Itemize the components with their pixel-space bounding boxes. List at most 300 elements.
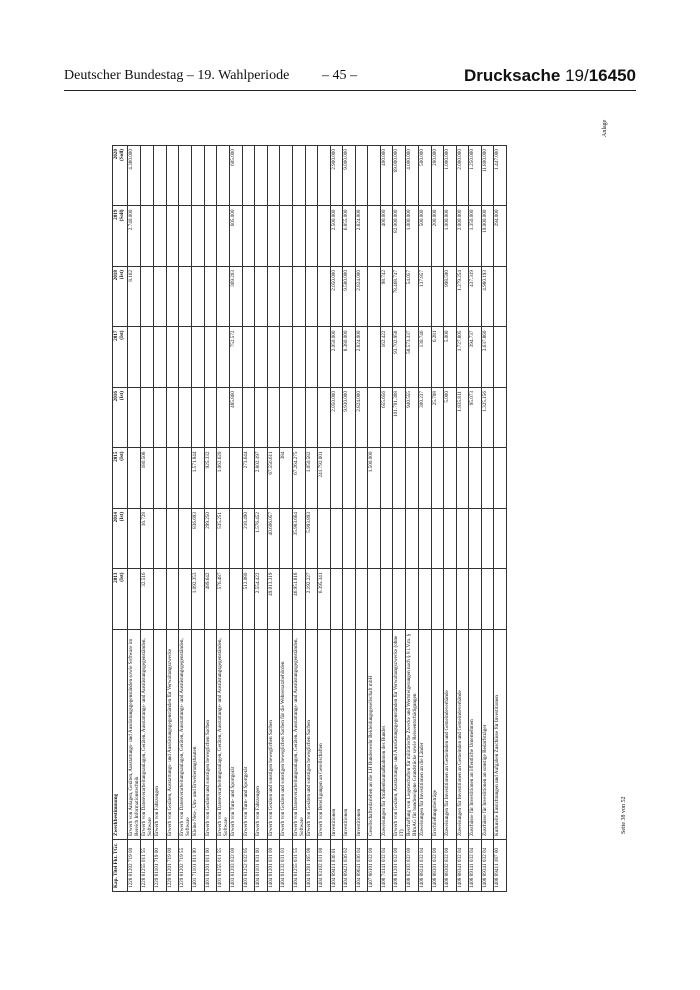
cell-amount bbox=[355, 146, 368, 207]
cell-amount bbox=[368, 146, 381, 207]
cell-zweckbestimmung: Zuweisungen für Straßenbaumaßnahmen des Bundes bbox=[380, 630, 393, 840]
cell-kapitel-titel: 1408 81201 032 00 bbox=[393, 840, 406, 892]
cell-kapitel-titel: 1404 81255 031 55 bbox=[292, 840, 305, 892]
cell-amount: 180.508 bbox=[141, 448, 154, 509]
cell-amount: 1.325.156 bbox=[481, 388, 494, 449]
cell-amount bbox=[255, 146, 268, 207]
cell-amount: 32.516 bbox=[141, 569, 154, 630]
cell-amount: 6.855.000 bbox=[343, 206, 356, 267]
table-row bbox=[280, 146, 293, 892]
table-row bbox=[355, 146, 368, 892]
cell-amount: 655.656 bbox=[380, 388, 393, 449]
cell-kapitel-titel: 1408 88241 032 04 bbox=[419, 840, 432, 892]
cell-amount bbox=[141, 388, 154, 449]
cell-amount bbox=[128, 327, 141, 388]
cell-amount bbox=[305, 327, 318, 388]
table-row bbox=[393, 146, 406, 892]
cell-amount: 2.050.000 bbox=[330, 388, 343, 449]
table-row bbox=[267, 146, 280, 892]
cell-amount: 49.013.319 bbox=[267, 569, 280, 630]
column-header: 2013 (Ist) bbox=[113, 569, 128, 630]
cell-zweckbestimmung: Zuweisungen für Investitionen an Gemeinden und Gemeindeverbände bbox=[456, 630, 469, 840]
cell-amount: 54.057 bbox=[406, 267, 419, 328]
cell-amount bbox=[456, 448, 469, 509]
cell-amount: 1.500.000 bbox=[368, 448, 381, 509]
document-number-suffix: 16450 bbox=[588, 66, 636, 85]
column-header: 2019 (Soll) bbox=[113, 206, 128, 267]
header-rule bbox=[64, 90, 636, 91]
document-number-label: Drucksache bbox=[463, 66, 561, 85]
column-header: Zweckbestimmung bbox=[113, 630, 128, 840]
cell-amount: 294.000 bbox=[494, 206, 507, 267]
cell-amount: 1.576.452 bbox=[255, 509, 268, 570]
cell-amount: 2.824.000 bbox=[355, 206, 368, 267]
cell-amount bbox=[292, 327, 305, 388]
cell-zweckbestimmung: Erwerb von Datenverarbeitungsanlagen, Geräten, Ausstattungs- und Ausrüstungsgegenständen, Software bbox=[217, 630, 230, 840]
cell-amount: 535.251 bbox=[217, 509, 230, 570]
cell-amount: 1.279.254 bbox=[456, 267, 469, 328]
cell-amount: 46.951.818 bbox=[292, 569, 305, 630]
cell-zweckbestimmung: Erwerb von Datenverarbeitungsanlagen, Geräten, Ausstattungs- und Ausrüstungsgegenständen, Software bbox=[292, 630, 305, 840]
cell-amount: 1.447.000 bbox=[494, 146, 507, 207]
cell-amount: 16.728 bbox=[141, 509, 154, 570]
cell-kapitel-titel: 1228 81255 011 55 bbox=[141, 840, 154, 892]
cell-amount: 35.983.664 bbox=[292, 509, 305, 570]
cell-amount bbox=[141, 206, 154, 267]
column-header: 2015 (Ist) bbox=[113, 448, 128, 509]
cell-zweckbestimmung: Kleine Neu-, Um- und Erweiterungsbauten bbox=[192, 630, 205, 840]
investment-table-rotated bbox=[112, 146, 632, 892]
cell-amount: 78.468.747 bbox=[393, 267, 406, 328]
cell-amount: 4.380.000 bbox=[128, 146, 141, 207]
cell-amount: 836.693 bbox=[192, 509, 205, 570]
cell-amount: 1.250.000 bbox=[469, 146, 482, 207]
cell-amount: 2.824.000 bbox=[355, 388, 368, 449]
cell-amount bbox=[128, 509, 141, 570]
cell-amount bbox=[305, 267, 318, 328]
cell-amount bbox=[419, 448, 432, 509]
cell-amount bbox=[242, 327, 255, 388]
cell-amount bbox=[494, 448, 507, 509]
table-body bbox=[128, 146, 507, 892]
cell-amount: 5.000 bbox=[444, 327, 457, 388]
table-row bbox=[406, 146, 419, 892]
cell-amount bbox=[255, 327, 268, 388]
cell-amount bbox=[456, 509, 469, 570]
cell-amount bbox=[242, 388, 255, 449]
cell-amount bbox=[280, 327, 293, 388]
cell-amount bbox=[494, 327, 507, 388]
cell-kapitel-titel: 1229 81101 719 00 bbox=[154, 840, 167, 892]
cell-amount bbox=[444, 569, 457, 630]
cell-amount bbox=[166, 569, 179, 630]
cell-zweckbestimmung: Erwerb von Geräten und sonstigen beweglichen Sachen bbox=[204, 630, 217, 840]
cell-kapitel-titel: 1401 81201 011 00 bbox=[204, 840, 217, 892]
cell-amount bbox=[318, 146, 331, 207]
cell-amount bbox=[406, 448, 419, 509]
document-number-value bbox=[565, 66, 636, 85]
cell-amount: 95.073 bbox=[469, 388, 482, 449]
cell-amount: 4.000.000 bbox=[406, 146, 419, 207]
column-header: 2016 (Ist) bbox=[113, 388, 128, 449]
cell-amount: 11.800.000 bbox=[481, 146, 494, 207]
cell-amount bbox=[469, 509, 482, 570]
cell-amount bbox=[128, 569, 141, 630]
cell-amount bbox=[318, 509, 331, 570]
investment-table bbox=[112, 145, 507, 892]
cell-amount: 1.092.353 bbox=[192, 569, 205, 630]
cell-amount: 2.554.422 bbox=[255, 569, 268, 630]
cell-kapitel-titel: 1408 74141 032 04 bbox=[380, 840, 393, 892]
cell-zweckbestimmung: Erwerb von Geräten und sonstigen beweglichen Sachen bbox=[267, 630, 280, 840]
table-row bbox=[368, 146, 381, 892]
cell-amount: 1.350.000 bbox=[469, 206, 482, 267]
cell-amount: 5.000 bbox=[444, 388, 457, 449]
cell-zweckbestimmung: Erwerb von Fahrzeugen bbox=[154, 630, 167, 840]
cell-amount bbox=[494, 267, 507, 328]
cell-amount: 500.000 bbox=[419, 146, 432, 207]
cell-amount bbox=[230, 509, 243, 570]
table-row bbox=[469, 146, 482, 892]
cell-amount: 273.644 bbox=[242, 448, 255, 509]
cell-amount bbox=[192, 327, 205, 388]
cell-amount bbox=[242, 206, 255, 267]
cell-amount bbox=[355, 509, 368, 570]
cell-amount: 241.792.001 bbox=[318, 448, 331, 509]
page-header bbox=[64, 68, 636, 90]
cell-amount bbox=[355, 569, 368, 630]
cell-amount bbox=[166, 388, 179, 449]
cell-amount: 940.555 bbox=[406, 388, 419, 449]
cell-kapitel-titel: 1404 81281 165 08 bbox=[305, 840, 318, 892]
cell-amount: 2.824.000 bbox=[355, 267, 368, 328]
cell-kapitel-titel: 1404 89411 036 01 bbox=[330, 840, 343, 892]
table-row bbox=[242, 146, 255, 892]
cell-amount bbox=[456, 569, 469, 630]
cell-amount bbox=[217, 146, 230, 207]
cell-amount: 400.000 bbox=[380, 146, 393, 207]
cell-amount bbox=[343, 569, 356, 630]
cell-amount: 2.824.000 bbox=[355, 327, 368, 388]
cell-amount bbox=[280, 206, 293, 267]
table-row bbox=[305, 146, 318, 892]
cell-amount bbox=[330, 569, 343, 630]
cell-amount bbox=[179, 509, 192, 570]
table-row bbox=[494, 146, 507, 892]
cell-amount bbox=[393, 448, 406, 509]
cell-amount bbox=[444, 448, 457, 509]
table-row bbox=[318, 146, 331, 892]
cell-amount: 1.835.811 bbox=[456, 388, 469, 449]
cell-amount bbox=[494, 509, 507, 570]
cell-amount bbox=[192, 146, 205, 207]
cell-kapitel-titel: 1407 86101 032 00 bbox=[368, 840, 381, 892]
cell-amount bbox=[166, 448, 179, 509]
document-number bbox=[464, 66, 636, 86]
cell-amount bbox=[192, 267, 205, 328]
cell-zweckbestimmung: Erwerb von Turn- und Sportgerät bbox=[230, 630, 243, 840]
cell-amount bbox=[481, 448, 494, 509]
table-row bbox=[204, 146, 217, 892]
cell-amount bbox=[469, 448, 482, 509]
cell-amount bbox=[217, 267, 230, 328]
cell-zweckbestimmung: Zuschüsse für Investitionen an öffentliche Unternehmen bbox=[469, 630, 482, 840]
cell-amount: 1.571.844 bbox=[192, 448, 205, 509]
cell-zweckbestimmung: Investitionen bbox=[343, 630, 356, 840]
cell-amount bbox=[380, 569, 393, 630]
table-row bbox=[481, 146, 494, 892]
cell-amount: 67.556.611 bbox=[267, 448, 280, 509]
table-row bbox=[230, 146, 243, 892]
cell-amount: 9.580.000 bbox=[343, 267, 356, 328]
cell-amount bbox=[380, 509, 393, 570]
cell-kapitel-titel: 1408 89341 032 04 bbox=[481, 840, 494, 892]
cell-amount: 2.500.000 bbox=[330, 206, 343, 267]
cell-zweckbestimmung: Erwerb von Geräten, Ausstattungs- und Ausrüstungsgegenständen für Verwaltungszwecke (ohne IT) bbox=[393, 630, 406, 840]
cell-amount bbox=[368, 206, 381, 267]
cell-amount: 82.000.000 bbox=[393, 206, 406, 267]
cell-zweckbestimmung: Kulturelle Einrichtungen und Aufgaben Zuschüsse für Investitionen bbox=[494, 630, 507, 840]
cell-amount bbox=[230, 569, 243, 630]
column-header: Kap. Titel Fkt. TGr. bbox=[113, 840, 128, 892]
table-row bbox=[179, 146, 192, 892]
cell-amount bbox=[305, 146, 318, 207]
cell-amount: 1.000.000 bbox=[444, 146, 457, 207]
cell-amount bbox=[267, 146, 280, 207]
cell-amount bbox=[318, 327, 331, 388]
cell-amount bbox=[305, 206, 318, 267]
cell-amount bbox=[330, 509, 343, 570]
cell-amount: 9.930.000 bbox=[343, 388, 356, 449]
cell-amount: 8.162 bbox=[128, 267, 141, 328]
cell-amount bbox=[204, 146, 217, 207]
cell-amount: 394.737 bbox=[469, 327, 482, 388]
cell-amount bbox=[431, 448, 444, 509]
cell-amount: 2.000.000 bbox=[456, 146, 469, 207]
cell-amount bbox=[217, 206, 230, 267]
cell-zweckbestimmung: Erwerb von Turn- und Sportgerät bbox=[242, 630, 255, 840]
cell-amount bbox=[292, 206, 305, 267]
cell-kapitel-titel: 1408 88302 032 00 bbox=[444, 840, 457, 892]
cell-kapitel-titel: 1404 89421 036 02 bbox=[343, 840, 356, 892]
cell-zweckbestimmung: Gesellschafterdarlehen an die LH Bundeswehr Bekleidungsgesellschaft mbH bbox=[368, 630, 381, 840]
cell-amount: 369.203 bbox=[230, 267, 243, 328]
cell-amount: 200.000 bbox=[431, 206, 444, 267]
table-row bbox=[255, 146, 268, 892]
cell-amount: 67.264.275 bbox=[292, 448, 305, 509]
cell-amount: 25.708 bbox=[431, 388, 444, 449]
cell-amount bbox=[128, 448, 141, 509]
cell-amount bbox=[255, 206, 268, 267]
cell-amount: 8.380.000 bbox=[343, 327, 356, 388]
cell-amount: 2.050.000 bbox=[330, 267, 343, 328]
cell-amount bbox=[166, 267, 179, 328]
cell-kapitel-titel: 1404 81101 031 00 bbox=[255, 840, 268, 892]
cell-amount: 69.000.000 bbox=[393, 146, 406, 207]
cell-amount: 6.281 bbox=[431, 327, 444, 388]
cell-amount: 400.000 bbox=[380, 206, 393, 267]
table-row bbox=[431, 146, 444, 892]
table-row bbox=[330, 146, 343, 892]
cell-amount bbox=[494, 388, 507, 449]
cell-zweckbestimmung: Erwerb von Datenverarbeitungsanlagen, Geräten, Ausstattungs- und Ausrüstungsgegenständen, Software bbox=[179, 630, 192, 840]
cell-amount bbox=[255, 388, 268, 449]
cell-amount bbox=[179, 388, 192, 449]
cell-zweckbestimmung: Zuweisungen für Investitionen an die Länder bbox=[419, 630, 432, 840]
cell-amount bbox=[154, 448, 167, 509]
cell-amount: 2.802.197 bbox=[255, 448, 268, 509]
cell-amount bbox=[166, 206, 179, 267]
cell-kapitel-titel: 1408 88341 032 04 bbox=[456, 840, 469, 892]
cell-amount: 605.000 bbox=[230, 206, 243, 267]
cell-amount bbox=[204, 327, 217, 388]
cell-zweckbestimmung: Zuschüsse für Investitionen an sonstige Bedarfsträger bbox=[481, 630, 494, 840]
cell-amount bbox=[280, 388, 293, 449]
cell-amount bbox=[292, 267, 305, 328]
cell-amount: 605.000 bbox=[230, 146, 243, 207]
cell-kapitel-titel: 1404 83102 031 00 bbox=[318, 840, 331, 892]
cell-amount: 93.702.958 bbox=[393, 327, 406, 388]
cell-amount bbox=[368, 509, 381, 570]
cell-kapitel-titel: 1404 89641 036 04 bbox=[355, 840, 368, 892]
cell-amount: 9.000.000 bbox=[343, 146, 356, 207]
cell-amount: 2.740.000 bbox=[128, 206, 141, 267]
cell-amount bbox=[179, 569, 192, 630]
table-row bbox=[192, 146, 205, 892]
cell-amount bbox=[166, 509, 179, 570]
cell-amount bbox=[204, 267, 217, 328]
cell-amount: 3.637.860 bbox=[481, 327, 494, 388]
cell-amount: 2.000.000 bbox=[456, 206, 469, 267]
cell-amount: 576.487 bbox=[217, 569, 230, 630]
column-header: 2017 (Ist) bbox=[113, 327, 128, 388]
cell-zweckbestimmung: Erwerb von Geräten und sonstigen beweglichen Sachen bbox=[305, 630, 318, 840]
cell-amount bbox=[368, 267, 381, 328]
cell-amount bbox=[154, 388, 167, 449]
cell-kapitel-titel: 1408 89141 032 04 bbox=[469, 840, 482, 892]
cell-amount bbox=[431, 569, 444, 630]
table-row bbox=[154, 146, 167, 892]
cell-zweckbestimmung: Investitionen bbox=[330, 630, 343, 840]
cell-kapitel-titel: 1408 89411 187 00 bbox=[494, 840, 507, 892]
table-row bbox=[343, 146, 356, 892]
cell-amount bbox=[406, 509, 419, 570]
cell-amount bbox=[355, 448, 368, 509]
cell-amount bbox=[280, 146, 293, 207]
cell-amount bbox=[179, 206, 192, 267]
cell-amount: 6.395.341 bbox=[318, 569, 331, 630]
cell-amount bbox=[280, 509, 293, 570]
table-header-row bbox=[113, 146, 128, 892]
cell-zweckbestimmung: Erwerb von Beteiligungen an Gesellschaften bbox=[318, 630, 331, 840]
cell-amount: 200.000 bbox=[431, 146, 444, 207]
cell-kapitel-titel: 1403 81252 032 05 bbox=[242, 840, 255, 892]
cell-amount bbox=[368, 388, 381, 449]
cell-zweckbestimmung: Investitionen bbox=[355, 630, 368, 840]
cell-amount bbox=[141, 267, 154, 328]
cell-amount: 101.701.308 bbox=[393, 388, 406, 449]
cell-amount bbox=[242, 267, 255, 328]
cell-amount bbox=[318, 206, 331, 267]
cell-kapitel-titel: 1404 81232 031 03 bbox=[280, 840, 293, 892]
cell-amount: 299.250 bbox=[204, 509, 217, 570]
cell-amount: 218.490 bbox=[242, 509, 255, 570]
cell-amount bbox=[305, 388, 318, 449]
cell-amount bbox=[128, 388, 141, 449]
cell-amount: 925.332 bbox=[204, 448, 217, 509]
cell-amount bbox=[431, 267, 444, 328]
cell-kapitel-titel: 1401 81255 011 55 bbox=[217, 840, 230, 892]
cell-amount bbox=[368, 327, 381, 388]
page-note: Seite 38 von 52 bbox=[621, 796, 627, 834]
cell-amount bbox=[481, 569, 494, 630]
cell-amount: 4.980.193 bbox=[481, 267, 494, 328]
side-label-anlage: Anlage bbox=[602, 119, 608, 137]
cell-amount bbox=[393, 509, 406, 570]
table-row bbox=[166, 146, 179, 892]
cell-amount bbox=[217, 327, 230, 388]
cell-amount bbox=[380, 448, 393, 509]
cell-amount bbox=[318, 267, 331, 328]
cell-kapitel-titel: 1404 81201 031 00 bbox=[267, 840, 280, 892]
cell-amount: 130.746 bbox=[419, 327, 432, 388]
cell-amount bbox=[280, 267, 293, 328]
cell-amount bbox=[267, 388, 280, 449]
cell-zweckbestimmung: Beschaffung von Liegenschaften für militärische Zwecke und Wertsteigerungen nach § 8 i.V.m. § BImAG für bundeseigene Grundstücke sowie Reiseentschädigungen bbox=[406, 630, 419, 840]
cell-zweckbestimmung: Erwerb von Geräten, Ausstattungs- und Ausrüstungsgegenständen für Verwaltungszwecke bbox=[166, 630, 179, 840]
cell-kapitel-titel: 1228 81202 719 00 bbox=[128, 840, 141, 892]
cell-kapitel-titel: 1408 82103 032 00 bbox=[406, 840, 419, 892]
table-row bbox=[444, 146, 457, 892]
cell-amount: 10.000.000 bbox=[481, 206, 494, 267]
cell-amount: 500.000 bbox=[419, 206, 432, 267]
cell-amount bbox=[494, 569, 507, 630]
cell-amount bbox=[217, 388, 230, 449]
cell-amount: 2.900.000 bbox=[330, 146, 343, 207]
cell-amount bbox=[166, 327, 179, 388]
cell-amount: 437.319 bbox=[469, 267, 482, 328]
table-row bbox=[217, 146, 230, 892]
cell-amount: 998.590 bbox=[444, 267, 457, 328]
column-header: 2020 (Soll) bbox=[113, 146, 128, 207]
cell-zweckbestimmung: Erschließungsbeiträge bbox=[431, 630, 444, 840]
cell-amount: 489.642 bbox=[204, 569, 217, 630]
table-row bbox=[419, 146, 432, 892]
cell-amount: 1.727.805 bbox=[456, 327, 469, 388]
cell-kapitel-titel: 1403 81203 032 00 bbox=[230, 840, 243, 892]
cell-zweckbestimmung: Erwerb von Anlagen, Geräten, Ausstattungs- und Ausrüstungsgegenständen sowie Software im Bereich Informationstechnik bbox=[128, 630, 141, 840]
cell-amount bbox=[330, 448, 343, 509]
cell-amount bbox=[192, 206, 205, 267]
cell-amount bbox=[267, 267, 280, 328]
cell-amount bbox=[292, 388, 305, 449]
column-header: 2018 (Ist) bbox=[113, 267, 128, 328]
cell-kapitel-titel: 1401 71101 011 00 bbox=[192, 840, 205, 892]
cell-amount bbox=[444, 509, 457, 570]
cell-amount: 1.050.582 bbox=[305, 448, 318, 509]
table-row bbox=[456, 146, 469, 892]
cell-amount bbox=[166, 146, 179, 207]
cell-amount: 1.062.620 bbox=[217, 448, 230, 509]
cell-amount bbox=[431, 509, 444, 570]
cell-amount bbox=[406, 569, 419, 630]
table-row bbox=[292, 146, 305, 892]
cell-amount: 1.000.000 bbox=[444, 206, 457, 267]
cell-amount bbox=[154, 267, 167, 328]
cell-amount bbox=[318, 388, 331, 449]
cell-amount bbox=[179, 267, 192, 328]
cell-amount bbox=[469, 569, 482, 630]
